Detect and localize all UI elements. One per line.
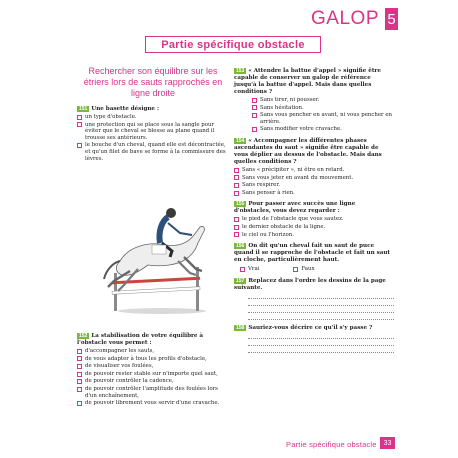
option-item[interactable] — [234, 112, 394, 125]
option-label: Sans tirer, ni pousser. — [260, 97, 320, 103]
checkbox[interactable] — [77, 387, 82, 392]
option-item[interactable] — [234, 216, 394, 223]
option-item[interactable] — [234, 175, 394, 182]
question-155 — [234, 201, 394, 238]
page-title: Partie spécifique obstacle — [161, 38, 305, 51]
galop-header — [311, 8, 398, 30]
option-item[interactable] — [77, 348, 229, 355]
option-item[interactable] — [77, 114, 229, 121]
checkbox[interactable] — [234, 225, 239, 230]
answer-line[interactable] — [248, 332, 394, 339]
left-heading: Rechercher son équilibre sur les étriers lors de sauts rapprochés en ligne droite — [83, 66, 223, 98]
question-number: 158 — [236, 324, 245, 331]
question-number: 155 — [236, 201, 245, 208]
question-151 — [77, 106, 229, 162]
checkbox[interactable] — [252, 113, 257, 118]
option-item[interactable] — [234, 97, 394, 104]
option-label: de pouvoir contrôler la cadence, — [85, 378, 174, 385]
checkbox[interactable] — [234, 168, 239, 173]
checkbox[interactable] — [77, 356, 82, 361]
question-prompt: La stabilisation de votre équilibre à l'obstacle vous permet : — [77, 333, 204, 346]
option-label: Sans penser à rien. — [242, 189, 295, 196]
option-item[interactable] — [77, 378, 229, 385]
question-prompt: On dit qu'un cheval fait un saut de puce quand il se rapproche de l'obstacle et fait un saut en cloche, particulièrement haut. — [234, 243, 391, 264]
question-prompt: Pour passer avec succès une ligne d'obstacles, vous devez regarder : — [234, 201, 356, 215]
right-column — [234, 68, 394, 358]
option-label: d'accompagner les sauts, — [85, 348, 155, 354]
option-label: un type d'obstacle. — [85, 114, 137, 120]
option-label: de vous adapter à tous les profils d'obstacle, — [85, 355, 207, 362]
option-item[interactable] — [77, 356, 229, 363]
question-number: 154 — [236, 137, 245, 144]
answer-line[interactable] — [248, 292, 394, 299]
footer-section-title: Partie spécifique obstacle — [286, 440, 377, 449]
question-prompt: « Accompagner les différentes phases ascendantes du saut » signifie être capable de vous déplier au dessus de l'obstacle. Mais dans quelles conditions ? — [234, 137, 382, 165]
checkbox[interactable] — [77, 143, 82, 148]
option-item[interactable] — [77, 142, 229, 162]
question-prompt: Replacez dans l'ordre les dessins de la page suivante. — [234, 277, 386, 291]
option-label: une protection qui se place sous la sangle pour éviter que le cheval se blesse au plane quand il trousse ses antérieurs. — [85, 121, 215, 141]
question-prompt: Une basette désigne : — [91, 106, 160, 112]
option-label: Sans vous pencher en avant, ni vous pencher en arrière. — [260, 112, 392, 125]
option-label: le dernier obstacle de la ligne. — [242, 223, 326, 230]
answer-line[interactable] — [248, 346, 394, 353]
option-label: de visualiser vos foulées, — [85, 363, 154, 370]
option-faux[interactable] — [293, 266, 314, 273]
question-157 — [234, 278, 394, 320]
option-label: Sans « précipiter », ni être en retard. — [242, 166, 345, 173]
option-item[interactable] — [77, 122, 229, 142]
answer-line[interactable] — [248, 306, 394, 313]
question-156 — [234, 243, 394, 273]
option-label: Vrai — [248, 266, 260, 273]
option-label: de pouvoir contrôler l'amplitude des foulées lors d'un enchaînement, — [85, 385, 218, 399]
option-label: Sans vous jeter en avant du mouvement. — [242, 174, 354, 181]
checkbox[interactable] — [234, 183, 239, 188]
checkbox[interactable] — [234, 217, 239, 222]
option-label: le pied de l'obstacle que vous sautez. — [242, 216, 344, 223]
option-label: de pouvoir librement vous servir d'une cravache. — [85, 400, 220, 407]
question-number: 157 — [236, 277, 245, 284]
option-item[interactable] — [234, 105, 394, 112]
option-item[interactable] — [234, 182, 394, 189]
option-label: Faux — [301, 266, 315, 273]
left-lower-block — [77, 333, 229, 412]
checkbox[interactable] — [77, 122, 82, 127]
galop-number-badge: 5 — [385, 8, 398, 30]
checkbox[interactable] — [252, 127, 257, 132]
horse-jumping-illustration — [100, 191, 210, 316]
option-vrai[interactable] — [240, 266, 259, 273]
question-number: 156 — [236, 243, 245, 250]
question-153 — [234, 68, 394, 133]
option-item[interactable] — [234, 224, 394, 231]
option-label: le ciel ou l'horizon. — [242, 231, 294, 238]
question-number: 151 — [79, 106, 88, 112]
option-item[interactable] — [77, 400, 229, 407]
option-label: le bouche d'un cheval, quand elle est décontractée, et qu'un filet de bave se forme à la commissure des lèvres. — [85, 142, 226, 162]
checkbox[interactable] — [77, 364, 82, 369]
option-label: Sans modifier votre cravache. — [260, 126, 342, 133]
galop-word: GALOP — [311, 8, 379, 29]
option-label: de pouvoir rester stable sur n'importe quel saut, — [85, 370, 218, 377]
checkbox[interactable] — [240, 267, 245, 272]
checkbox[interactable] — [77, 115, 82, 120]
checkbox[interactable] — [234, 232, 239, 237]
page-sheet — [70, 8, 398, 454]
answer-line[interactable] — [248, 313, 394, 320]
checkbox[interactable] — [234, 175, 239, 180]
checkbox[interactable] — [234, 191, 239, 196]
question-number: 153 — [236, 68, 245, 74]
option-item[interactable] — [77, 386, 229, 399]
page-number: 33 — [380, 437, 395, 449]
option-item[interactable] — [77, 371, 229, 378]
checkbox[interactable] — [77, 379, 82, 384]
question-number: 152 — [79, 333, 88, 339]
checkbox[interactable] — [293, 267, 298, 272]
option-item[interactable] — [234, 232, 394, 239]
true-false-options — [234, 266, 394, 273]
checkbox[interactable] — [252, 98, 257, 103]
option-item[interactable] — [234, 167, 394, 174]
question-158 — [234, 325, 394, 353]
checkbox[interactable] — [77, 401, 82, 406]
checkbox[interactable] — [252, 105, 257, 110]
checkbox[interactable] — [77, 372, 82, 377]
answer-line[interactable] — [248, 299, 394, 306]
option-label: Sans respirer. — [242, 182, 281, 189]
question-154 — [234, 138, 394, 196]
question-prompt: « Attendre la battue d'appel » signifie être capable de conserver un galop de référence jusqu'à la battue d'appel. Mais dans quelles conditions ? — [234, 68, 381, 95]
option-item[interactable] — [234, 190, 394, 197]
option-label: Sans hésitation. — [260, 104, 304, 111]
left-column — [77, 66, 229, 167]
page-title-box — [145, 36, 321, 53]
option-item[interactable] — [77, 363, 229, 370]
question-152 — [77, 333, 229, 407]
option-item[interactable] — [234, 126, 394, 133]
question-prompt: Sauriez-vous décrire ce qu'il s'y passe ? — [248, 324, 373, 331]
answer-line[interactable] — [248, 339, 394, 346]
checkbox[interactable] — [77, 349, 82, 354]
